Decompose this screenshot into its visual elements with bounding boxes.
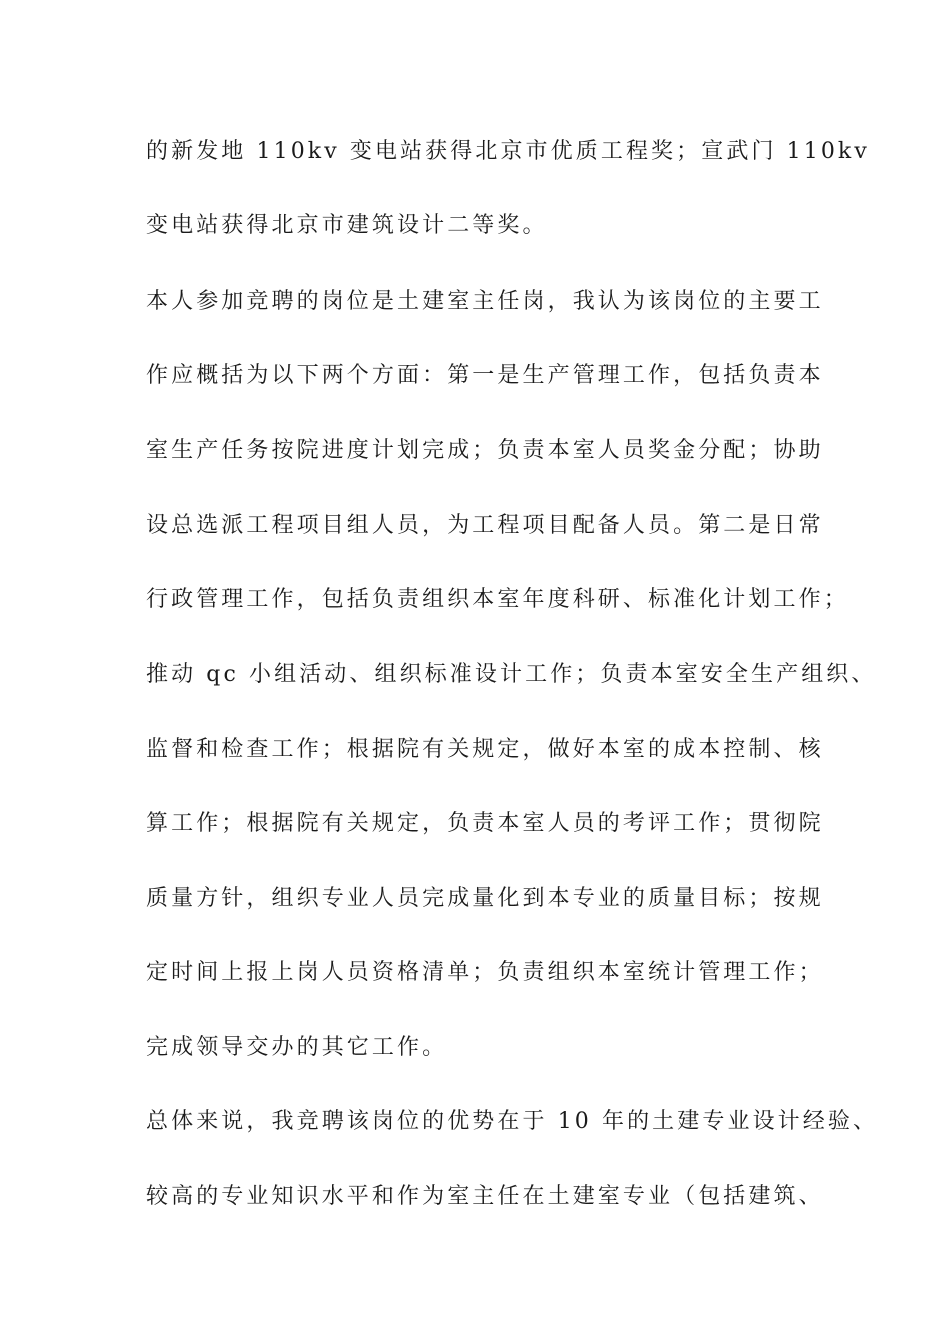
text-line: 行政管理工作，包括负责组织本室年度科研、标准化计划工作；	[146, 587, 849, 612]
text-line: 设总选派工程项目组人员，为工程项目配备人员。第二是日常	[146, 513, 824, 538]
text-line: 完成领导交办的其它工作。	[146, 1035, 448, 1060]
text-line: 算工作；根据院有关规定，负责本室人员的考评工作；贯彻院	[146, 811, 824, 836]
text-line: 定时间上报上岗人员资格清单；负责组织本室统计管理工作；	[146, 960, 824, 985]
text-line: 室生产任务按院进度计划完成；负责本室人员奖金分配；协助	[146, 438, 824, 463]
text-line: 变电站获得北京市建筑设计二等奖。	[146, 213, 548, 238]
text-line: 总体来说，我竞聘该岗位的优势在于 10 年的土建专业设计经验、	[146, 1109, 879, 1134]
text-line: 推动 qc 小组活动、组织标准设计工作；负责本室安全生产组织、	[146, 662, 877, 687]
text-line: 监督和检查工作；根据院有关规定，做好本室的成本控制、核	[146, 737, 824, 762]
text-line: 作应概括为以下两个方面：第一是生产管理工作，包括负责本	[146, 363, 824, 388]
text-line: 的新发地 110kv 变电站获得北京市优质工程奖；宣武门 110kv	[146, 139, 870, 164]
text-line: 较高的专业知识水平和作为室主任在土建室专业（包括建筑、	[146, 1184, 824, 1209]
text-line: 本人参加竞聘的岗位是土建室主任岗，我认为该岗位的主要工	[146, 289, 824, 314]
text-line: 质量方针，组织专业人员完成量化到本专业的质量目标；按规	[146, 886, 824, 911]
